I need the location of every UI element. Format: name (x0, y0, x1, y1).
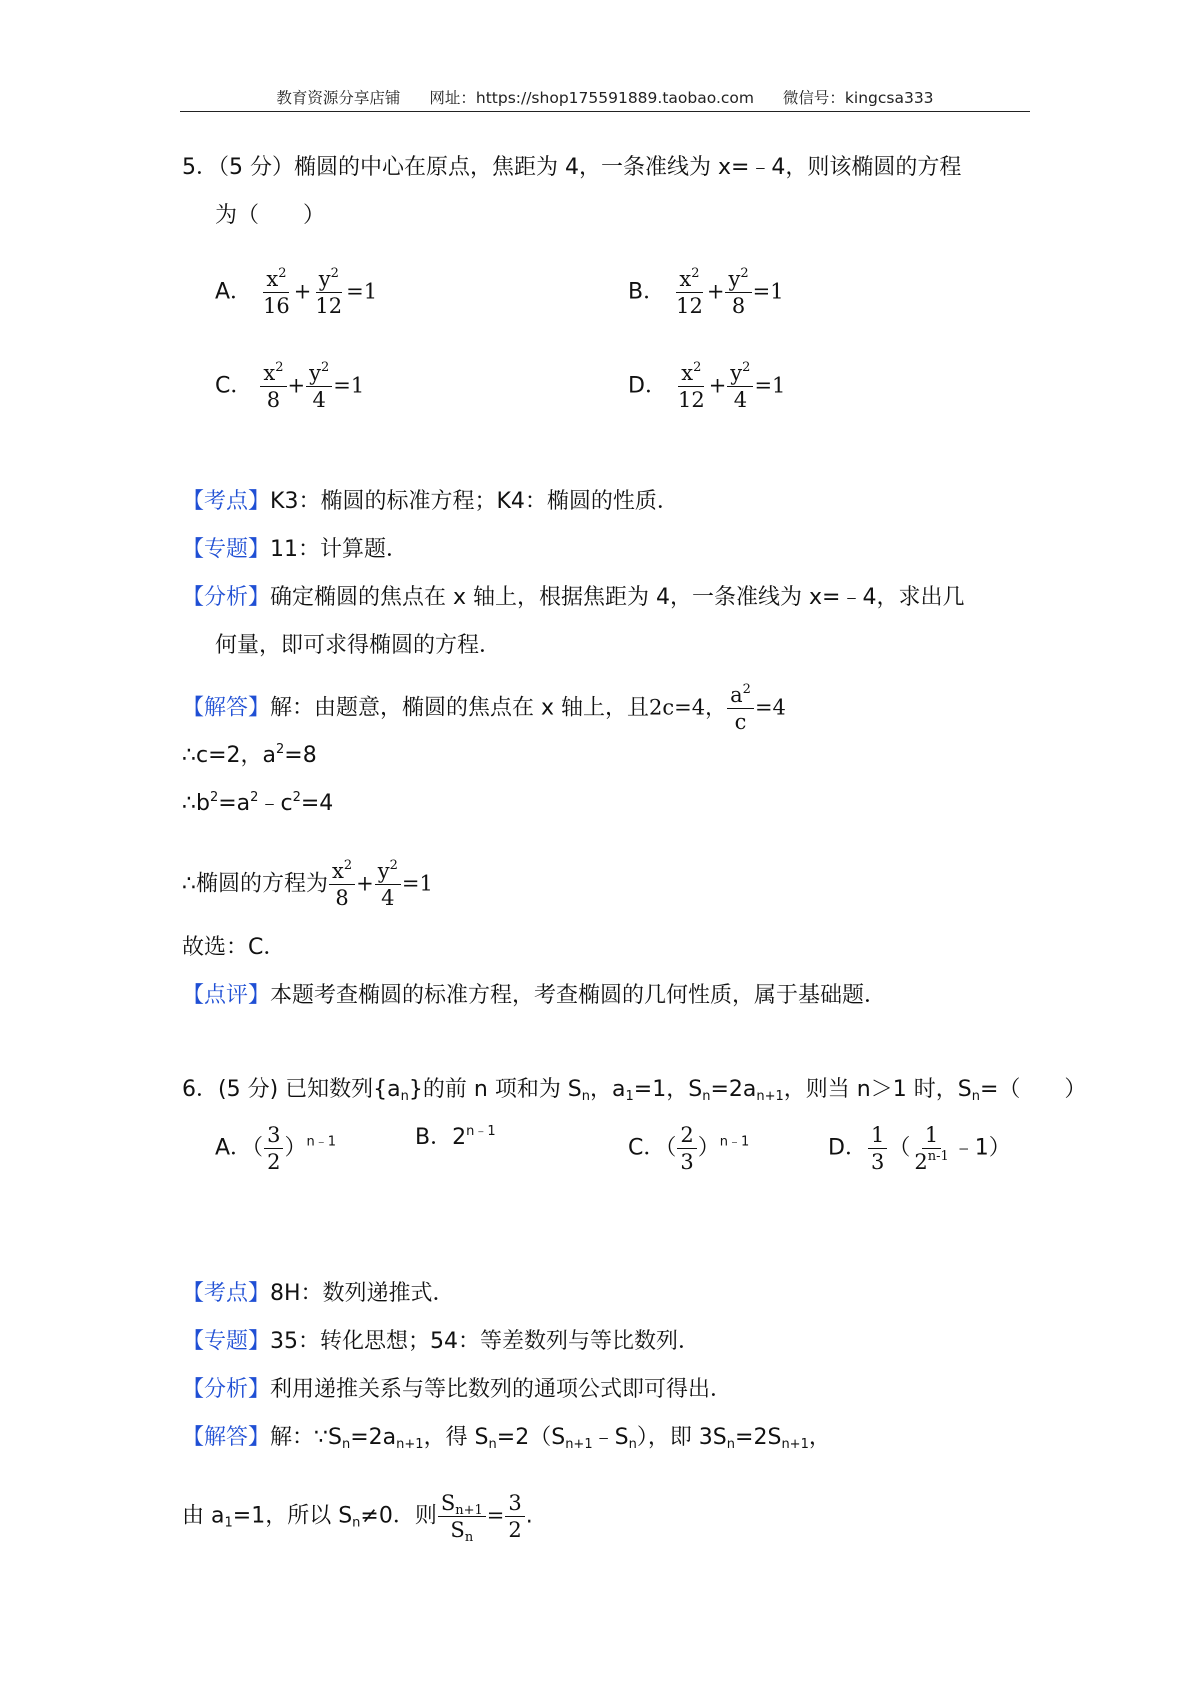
header-rule (180, 111, 1030, 112)
page-header (180, 86, 1030, 108)
q5-dianping: 【点评】本题考查椭圆的标准方程，考查椭圆的几何性质，属于基础题． (182, 983, 887, 1008)
q6-zhuanti: 【专题】35：转化思想；54：等差数列与等比数列． (182, 1329, 701, 1354)
q5-a-frac-x: $\frac{x^2}{16}$ (263, 266, 290, 318)
q5-jieda: 【解答】解：由题意，椭圆的焦点在 x 轴上，且2c=4， $\frac{a^2}{c}$ =4 (182, 682, 786, 734)
header-wechat: 微信号：kingcsa333 (782, 89, 934, 107)
header-shop: 教育资源分享店铺 (276, 89, 401, 107)
q6-option-b: B．$2^{n﹣1}$ (415, 1124, 496, 1150)
q5-option-c: C． $\frac{x^2}{8}$ + $\frac{y^2}{4}$ =1 (215, 360, 365, 412)
q5-d-frac-y: $\frac{y^2}{4}$ (727, 362, 753, 411)
q6-stem: 6．(5 分) 已知数列$\{a_n\}$的前 n 项和为 $S_n$，$a_1=1$，$S_n=2a_{n+1}$，则当 n＞1 时，$S_n=$（ ） (182, 1077, 1087, 1104)
q5-step3: ∴椭圆的方程为 $\frac{x^2}{8}$ + $\frac{y^2}{4}$ =1 (182, 858, 433, 910)
q5-stem-line2: 为（ ） (215, 203, 326, 228)
q5-jieda-frac: $\frac{a^2}{c}$ (727, 684, 754, 733)
q6-jieda: 【解答】解：$\because S_n=2a_{n+1}$，得 $S_n=2(S_{n+1}﹣S_n)$，即 $3S_n=2S_{n+1}$， (182, 1425, 831, 1452)
q6-kaodian: 【考点】8H：数列递推式． (182, 1281, 455, 1306)
q6-last-line: 由 $a_1=1$，所以 $S_n\ne 0$．则 $\frac{S_{n+1}}{S_n}$ = $\frac{3}{2}$ . (182, 1491, 533, 1545)
q5-a-frac-y: $\frac{y^2}{12}$ (315, 266, 343, 318)
q6-option-c: C．（ $\frac{2}{3}$ ）$^{n﹣1}$ (628, 1123, 750, 1174)
q5-step3-frac-x: $\frac{x^2}{8}$ (329, 860, 355, 909)
q5-c-frac-x: $\frac{x^2}{8}$ (260, 362, 286, 411)
q6-option-a: A．（ $\frac{3}{2}$ ）$^{n﹣1}$ (215, 1123, 336, 1174)
q5-step3-frac-y: $\frac{y^2}{4}$ (375, 860, 401, 909)
q5-option-a: A． $\frac{x^2}{16}$ + $\frac{y^2}{12}$ =1 (215, 266, 378, 318)
header-url: 网址：https://shop175591889.taobao.com (429, 89, 754, 107)
q5-d-frac-x: $\frac{x^2}{12}$ (677, 360, 705, 412)
q5-c-frac-y: $\frac{y^2}{4}$ (306, 362, 332, 411)
q5-fenxi-line2: 何量，即可求得椭圆的方程． (215, 633, 502, 658)
q5-step1: ∴c=2，$a^2=8$ (182, 742, 317, 768)
q5-zhuanti: 【专题】11：计算题． (182, 537, 409, 562)
q5-b-frac-x: $\frac{x^2}{12}$ (676, 266, 703, 318)
q5-kaodian: 【考点】K3：椭圆的标准方程；K4：椭圆的性质． (182, 489, 679, 514)
q5-fenxi: 【分析】确定椭圆的焦点在 x 轴上，根据焦距为 4，一条准线为 x=﹣4，求出几 (182, 585, 965, 610)
q5-step2: $\therefore b^2=a^2﹣c^2=4$ (182, 790, 334, 816)
q5-choice: 故选：C． (182, 935, 286, 960)
q5-option-d: D． $\frac{x^2}{12}$ + $\frac{y^2}{4}$ =1 (628, 360, 786, 412)
q6-option-d: D． $\frac{1}{3}$ （ $\frac{1}{2^{n-1}}$ ﹣1） (828, 1123, 1011, 1174)
q5-option-b: B． $\frac{x^2}{12}$ + $\frac{y^2}{8}$ =1 (628, 266, 784, 318)
q6-ratio-frac: $\frac{S_{n+1}}{S_n}$ (438, 1492, 486, 1541)
q5-b-frac-y: $\frac{y^2}{8}$ (725, 268, 751, 317)
q6-fenxi: 【分析】利用递推关系与等比数列的通项公式即可得出． (182, 1377, 733, 1402)
q5-stem-line1: 5．（5 分）椭圆的中心在原点，焦距为 4，一条准线为 x=﹣4，则该椭圆的方程 (182, 155, 962, 180)
